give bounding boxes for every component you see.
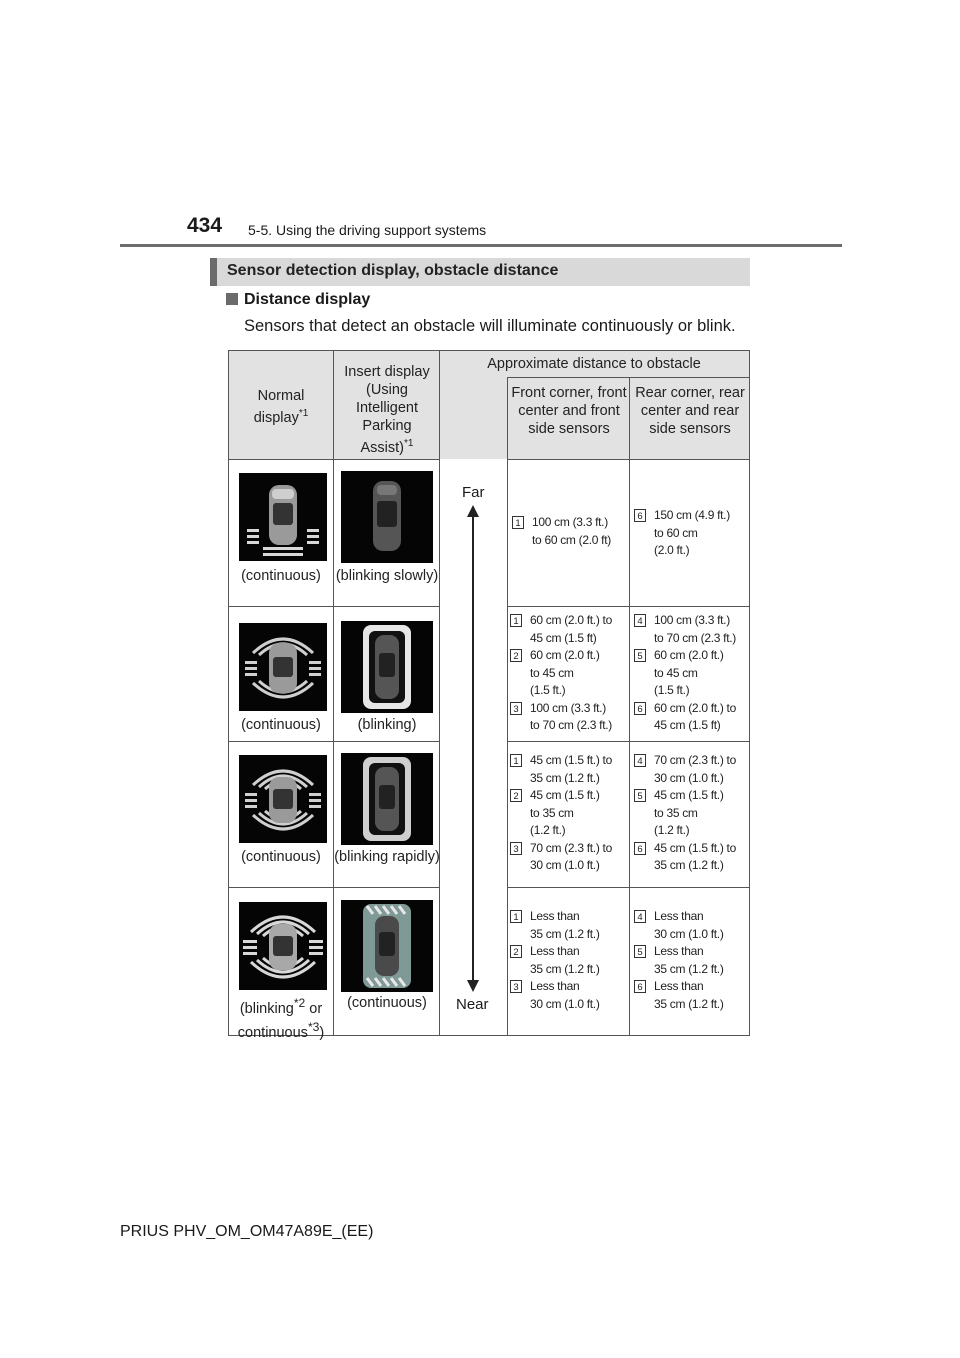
sensor-number-badge: 2 [510, 649, 522, 662]
row-divider [507, 887, 749, 888]
car-sensor-icon [341, 471, 433, 563]
header-insert-label: Insert display (Using Intelligent Parking Assist) [344, 364, 430, 456]
distance-item [510, 787, 628, 840]
distance-item [512, 514, 628, 549]
sensor-number-badge: 3 [510, 980, 522, 993]
distance-item [634, 752, 748, 787]
distance-item [634, 978, 748, 1013]
header-approx-distance: Approximate distance to obstacle [487, 356, 701, 372]
normal-caption: (continuous) [241, 849, 321, 865]
intro-text: Sensors that detect an obstacle will illuminate continuously or blink. [244, 317, 736, 335]
rear-distance-row-4 [634, 908, 748, 1013]
header-front-sensors: Front corner, front center and front side sensors [511, 385, 627, 437]
distance-value: 60 cm (2.0 ft.) to 45 cm (1.5 ft) [530, 613, 612, 645]
car-sensor-icon [341, 621, 433, 713]
distance-value: 60 cm (2.0 ft.) to 45 cm (1.5 ft.) [530, 648, 600, 697]
header-normal-label: Normal display [253, 388, 305, 426]
note-ref: *1 [404, 438, 414, 449]
distance-item [510, 908, 628, 943]
insert-caption: (blinking slowly) [335, 568, 439, 584]
sensor-number-badge: 5 [634, 789, 646, 802]
distance-item [634, 908, 748, 943]
distance-value: Less than 35 cm (1.2 ft.) [530, 944, 600, 976]
heading-bar [210, 258, 750, 286]
row-divider [229, 741, 439, 742]
sensor-number-badge: 1 [512, 516, 524, 529]
insert-display-image-mid [341, 621, 433, 713]
header-rule [120, 244, 842, 247]
row-divider [507, 377, 749, 378]
col-divider [507, 377, 508, 1035]
front-distance-row-2 [510, 612, 628, 735]
insert-display-image-far [341, 471, 433, 563]
distance-item [634, 647, 748, 700]
sensor-number-badge: 2 [510, 789, 522, 802]
header-rear-sensors: Rear corner, rear center and rear side sensors [635, 385, 745, 437]
axis-near-label: Near [456, 996, 489, 1013]
distance-value: Less than 35 cm (1.2 ft.) [654, 979, 724, 1011]
distance-value: 150 cm (4.9 ft.) to 60 cm (2.0 ft.) [654, 508, 730, 557]
row-divider [507, 459, 749, 460]
sensor-number-badge: 5 [634, 649, 646, 662]
header-normal-display [229, 387, 333, 427]
sensor-number-badge: 5 [634, 945, 646, 958]
distance-value: 45 cm (1.5 ft.) to 35 cm (1.2 ft.) [654, 840, 736, 872]
bullet-square-icon [226, 293, 238, 305]
double-arrow-icon [463, 505, 483, 992]
row-divider [229, 459, 439, 460]
distance-value: 60 cm (2.0 ft.) to 45 cm (1.5 ft) [654, 700, 736, 732]
sensor-number-badge: 6 [634, 842, 646, 855]
rear-distance-row-3 [634, 752, 748, 875]
distance-item [634, 943, 748, 978]
sensor-number-badge: 6 [634, 702, 646, 715]
col-divider [629, 377, 630, 1035]
distance-item [634, 787, 748, 840]
distance-value: 45 cm (1.5 ft.) to 35 cm (1.2 ft.) [530, 788, 600, 837]
normal-caption: (continuous) [241, 717, 321, 733]
insert-caption: (blinking rapidly) [334, 849, 440, 865]
rear-distance-row-1 [634, 507, 748, 560]
sub-heading [226, 291, 370, 309]
sensor-number-badge: 3 [510, 702, 522, 715]
distance-item [510, 840, 628, 875]
front-distance-row-3 [510, 752, 628, 875]
car-sensor-icon [341, 753, 433, 845]
distance-item [510, 612, 628, 647]
distance-value: 45 cm (1.5 ft.) to 35 cm (1.2 ft.) [530, 753, 612, 785]
car-sensor-icon [239, 473, 327, 561]
car-sensor-icon [341, 900, 433, 992]
sensor-number-badge: 2 [510, 945, 522, 958]
distance-value: 100 cm (3.3 ft.) to 70 cm (2.3 ft.) [530, 700, 612, 732]
sensor-number-badge: 6 [634, 509, 646, 522]
distance-value: 100 cm (3.3 ft.) to 70 cm (2.3 ft.) [654, 613, 736, 645]
note-ref: *2 [293, 996, 306, 1010]
insert-caption: (continuous) [347, 995, 427, 1011]
distance-value: 70 cm (2.3 ft.) to 30 cm (1.0 ft.) [654, 753, 736, 785]
heading-text: Sensor detection display, obstacle distance [227, 262, 559, 279]
row-divider [507, 606, 749, 607]
normal-caption: (continuous) [241, 568, 321, 584]
insert-display-image-nearest [341, 900, 433, 992]
distance-item [634, 612, 748, 647]
distance-value: Less than 30 cm (1.0 ft.) [654, 909, 724, 941]
front-distance-row-4 [510, 908, 628, 1013]
section-title: 5-5. Using the driving support systems [248, 222, 487, 238]
sensor-number-badge: 1 [510, 910, 522, 923]
normal-display-image-nearest [239, 902, 327, 990]
rear-distance-row-2 [634, 612, 748, 735]
row-divider [507, 741, 749, 742]
col-divider [333, 351, 334, 1035]
header-insert-display [339, 363, 435, 457]
footer-doc-id: PRIUS PHV_OM_OM47A89E_(EE) [120, 1223, 374, 1240]
distance-item [634, 700, 748, 735]
distance-item [510, 752, 628, 787]
caption-part: (blinking [239, 1000, 294, 1017]
caption-part: ) [319, 1024, 325, 1041]
sensor-number-badge: 4 [634, 754, 646, 767]
sensor-number-badge: 6 [634, 980, 646, 993]
distance-item [634, 840, 748, 875]
distance-value: 45 cm (1.5 ft.) to 35 cm (1.2 ft.) [654, 788, 724, 837]
distance-item [510, 978, 628, 1013]
sensor-number-badge: 4 [634, 614, 646, 627]
axis-far-label: Far [462, 484, 485, 501]
car-sensor-icon [239, 902, 327, 990]
front-distance-row-1 [512, 514, 628, 549]
car-sensor-icon [239, 623, 327, 711]
row-divider [229, 606, 439, 607]
distance-value: 100 cm (3.3 ft.) to 60 cm (2.0 ft) [532, 515, 611, 547]
normal-display-image-far [239, 473, 327, 561]
normal-display-image-mid [239, 623, 327, 711]
normal-display-image-close [239, 755, 327, 843]
car-sensor-icon [239, 755, 327, 843]
sensor-number-badge: 1 [510, 614, 522, 627]
normal-caption-nearest [228, 994, 334, 1042]
distance-value: Less than 35 cm (1.2 ft.) [654, 944, 724, 976]
insert-display-image-close [341, 753, 433, 845]
distance-item [510, 700, 628, 735]
insert-caption: (blinking) [357, 717, 417, 733]
distance-value: 60 cm (2.0 ft.) to 45 cm (1.5 ft.) [654, 648, 724, 697]
row-divider [229, 887, 439, 888]
note-ref: *3 [307, 1019, 320, 1034]
col-divider [439, 351, 440, 1035]
distance-value: 70 cm (2.3 ft.) to 30 cm (1.0 ft.) [530, 840, 612, 872]
caption-part: or [305, 1000, 323, 1017]
sensor-number-badge: 3 [510, 842, 522, 855]
page-number: 434 [187, 214, 223, 237]
distance-table [228, 350, 750, 1041]
distance-value: Less than 35 cm (1.2 ft.) [530, 909, 600, 941]
sub-heading-text: Distance display [244, 291, 371, 308]
distance-value: Less than 30 cm (1.0 ft.) [530, 979, 600, 1011]
caption-part: continuous [237, 1024, 308, 1041]
distance-item [634, 507, 748, 560]
note-ref: *1 [298, 408, 309, 419]
distance-item [510, 647, 628, 700]
distance-item [510, 943, 628, 978]
sensor-number-badge: 4 [634, 910, 646, 923]
sensor-number-badge: 1 [510, 754, 522, 767]
